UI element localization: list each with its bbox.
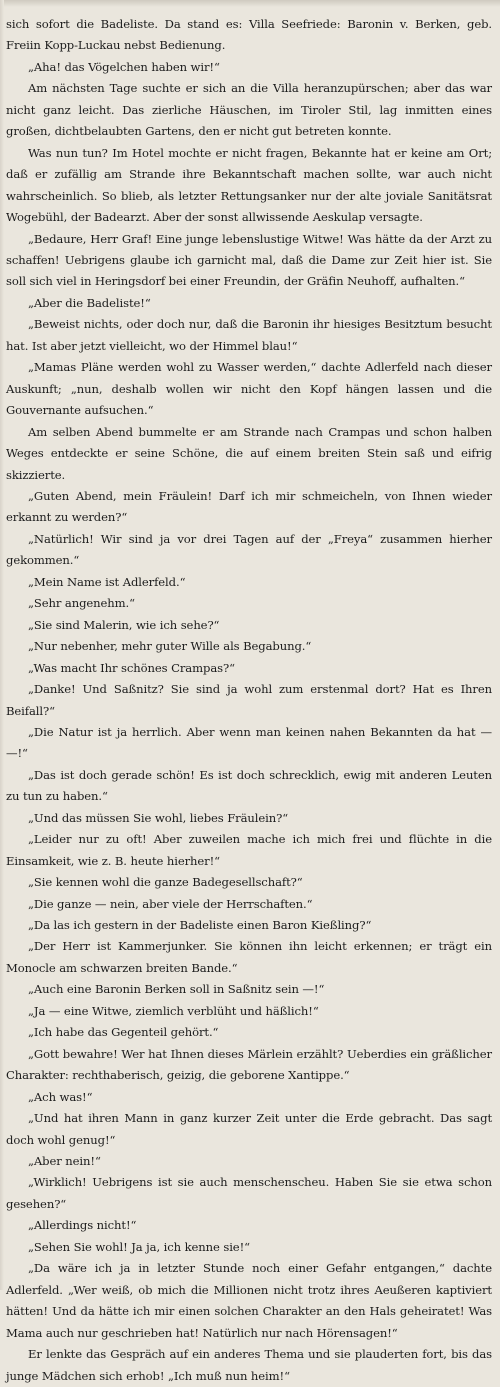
article-paragraph: „Ich habe das Gegenteil gehört.“ (28, 1025, 219, 1040)
article-paragraph: „Das ist doch gerade schön! Es ist doch schrecklich, ewig mit anderen Leuten zu tun zu haben.“ (6, 767, 492, 804)
article-paragraph: „Mein Name ist Adlerfeld.“ (28, 574, 186, 589)
article-paragraph: „Guten Abend, mein Fräulein! Darf ich mir schmeicheln, von Ihnen wieder erkannt zu werden?“ (6, 488, 492, 525)
article-paragraph: Am nächsten Tage suchte er sich an die Villa heranzupürschen; aber das war nicht ganz leicht. Das zierliche Häuschen, im Tiroler Stil, lag inmitten eines großen, dichtbelaubten Gartens, den er nicht gut betreten konnte. (6, 81, 492, 139)
article-paragraph: „Sie sind Malerin, wie ich sehe?“ (28, 617, 220, 632)
article-paragraph: „Sehr angenehm.“ (28, 596, 135, 611)
article-paragraph: „Was macht Ihr schönes Crampas?“ (28, 660, 235, 675)
article-paragraph: „Leider nur zu oft! Aber zuweilen mache ich mich frei und flüchte in die Einsamkeit, wie z. B. heute hierher!“ (6, 832, 492, 868)
article-paragraph: „Sie kennen wohl die ganze Badegesellschaft?“ (28, 875, 303, 890)
article-paragraph: „Mamas Pläne werden wohl zu Wasser werden,“ dachte Adlerfeld nach dieser Auskunft; „nun, deshalb wollen wir nicht den Kopf hängen lassen und die Gouvernante aufsuchen.“ (6, 360, 492, 418)
article-paragraph: Am selben Abend bummelte er am Strande nach Crampas und schon halben Weges entdeckte er seine Schöne, die auf einem breiten Stein saß und eifrig skizzierte. (6, 424, 492, 482)
article-paragraph: „Aber nein!“ (28, 1154, 101, 1169)
article-paragraph: „Beweist nichts, oder doch nur, daß die Baronin ihr hiesiges Besitztum besucht hat. Ist aber jetzt vielleicht, wo der Himmel blau!“ (6, 317, 492, 353)
article-paragraph: „Ja — eine Witwe, ziemlich verblüht und häßlich!“ (28, 1003, 319, 1018)
article-paragraph: „Die Natur ist ja herrlich. Aber wenn man keinen nahen Bekannten da hat — —!“ (6, 724, 492, 761)
article-paragraph: „Da wäre ich ja in letzter Stunde noch einer Gefahr entgangen,“ dachte Adlerfeld. „Wer weiß, ob mich die Millionen nicht trotz ihres Aeußeren kaptiviert hätten! Und da hätte ich mir einen solchen Charakter an den Hals geheiratet! Was Mama auch nur geschrieben hat! Natürlich nur nach Hörensagen!“ (6, 1261, 492, 1340)
article-paragraph: „Und hat ihren Mann in ganz kurzer Zeit unter die Erde gebracht. Das sagt doch wohl genug!“ (6, 1111, 492, 1147)
article-paragraph: „Gott bewahre! Wer hat Ihnen dieses Märlein erzählt? Ueberdies ein gräßlicher Charakter: rechthaberisch, geizig, die geborene Xantippe.“ (6, 1046, 492, 1083)
article-paragraph: „Auch eine Baronin Berken soll in Saßnitz sein —!“ (28, 982, 325, 997)
article-paragraph: Er lenkte das Gespräch auf ein anderes Thema und sie plauderten fort, bis das junge Mädchen sich erhob! „Ich muß nun heim!“ (6, 1347, 492, 1383)
article-paragraph: „Nur nebenher, mehr guter Wille als Begabung.“ (28, 639, 312, 654)
article-paragraph: „Sehen Sie wohl! Ja ja, ich kenne sie!“ (28, 1239, 250, 1254)
article-paragraph: sich sofort die Badeliste. Da stand es: Villa Seefriede: Baronin v. Berken, geb. Freiin Kopp-Luckau nebst Bedienung. (6, 17, 492, 53)
article-paragraph: „Wirklich! Uebrigens ist sie auch menschenscheu. Haben Sie sie etwa schon gesehen?“ (6, 1175, 492, 1211)
article-paragraph: „Der Herr ist Kammerjunker. Sie können ihn leicht erkennen; er trägt ein Monocle am schwarzen breiten Bande.“ (6, 939, 492, 975)
article-paragraph: „Und das müssen Sie wohl, liebes Fräulein?“ (28, 810, 289, 825)
article-paragraph: „Die ganze — nein, aber viele der Herrschaften.“ (28, 896, 313, 911)
article-paragraph: „Aha! das Vögelchen haben wir!“ (28, 59, 220, 74)
article-paragraph: „Bedaure, Herr Graf! Eine junge lebenslustige Witwe! Was hätte da der Arzt zu schaffen! Uebrigens glaube ich garnicht mal, daß die Dame zur Zeit hier ist. Sie soll sich viel in Heringsdorf bei einer Freundin, der Gräfin Neuhoff, aufhalten.“ (6, 231, 492, 289)
article-paragraph: „Natürlich! Wir sind ja vor drei Tagen auf der „Freya“ zusammen hierher gekommen.“ (6, 531, 492, 568)
article-paragraph: „Ach was!“ (28, 1089, 93, 1104)
article-paragraph: „Da las ich gestern in der Badeliste einen Baron Kießling?“ (28, 918, 372, 933)
article-paragraph: „Danke! Und Saßnitz? Sie sind ja wohl zum erstenmal dort? Hat es Ihren Beifall?“ (6, 682, 492, 718)
article-paragraph: „Allerdings nicht!“ (28, 1218, 137, 1233)
article-paragraph: Was nun tun? Im Hotel mochte er nicht fragen, Bekannte hat er keine am Ort; daß er zufällig am Strande ihre Bekanntschaft machen sollte, war auch nicht wahrscheinlich. So blieb, als letzter Rettungsanker nur der alte joviale Sanitätsrat Wogebühl, der Badearzt. Aber der sonst allwissende Aeskulap versagte. (6, 145, 492, 225)
article-paragraph: „Aber die Badeliste!“ (28, 295, 151, 310)
